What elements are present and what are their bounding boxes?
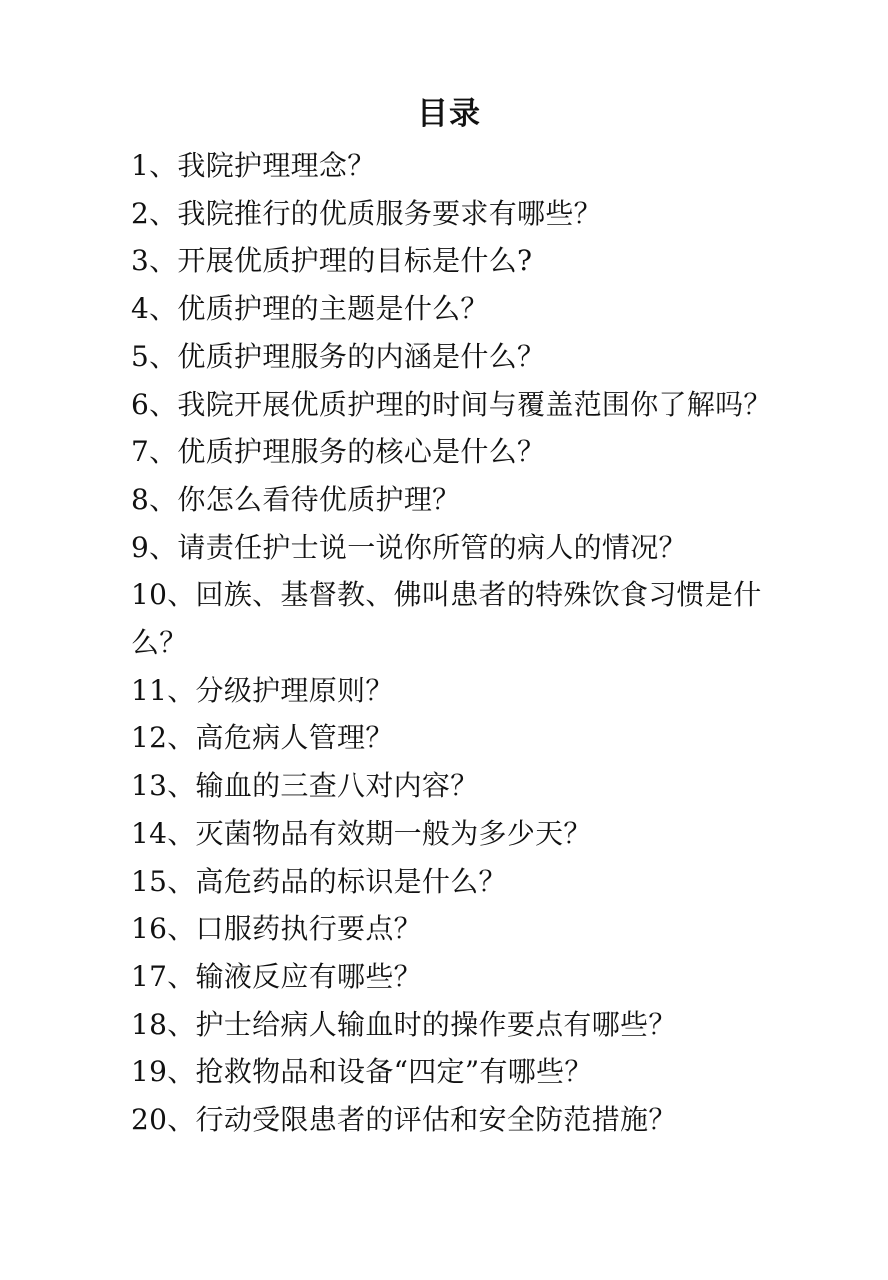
toc-item: 11、分级护理原则？ bbox=[131, 673, 394, 707]
table-of-contents bbox=[131, 142, 786, 1144]
toc-item: 5、优质护理服务的内涵是什么？ bbox=[131, 339, 546, 373]
toc-item: 20、行动受限患者的评估和安全防范措施？ bbox=[131, 1103, 677, 1137]
toc-item: 15、高危药品的标识是什么？ bbox=[131, 864, 507, 898]
toc-item: 18、护士给病人输血时的操作要点有哪些？ bbox=[131, 1007, 677, 1041]
toc-item: 4、优质护理的主题是什么？ bbox=[131, 292, 489, 326]
toc-item: 2、我院推行的优质服务要求有哪些？ bbox=[131, 196, 602, 230]
toc-item: 6、我院开展优质护理的时间与覆盖范围你了解吗？ bbox=[131, 387, 772, 421]
toc-item: 3、开展优质护理的目标是什么? bbox=[131, 244, 533, 278]
toc-item: 14、灭菌物品有效期一般为多少天？ bbox=[131, 816, 592, 850]
toc-item: 12、高危病人管理？ bbox=[131, 721, 394, 755]
toc-item: 16、口服药执行要点？ bbox=[131, 912, 422, 946]
toc-item: 1、我院护理理念？ bbox=[131, 149, 376, 182]
toc-item: 19、抢救物品和设备“四定”有哪些？ bbox=[131, 1055, 593, 1089]
toc-item: 13、输血的三查八对内容？ bbox=[131, 769, 479, 803]
toc-item: 17、输液反应有哪些？ bbox=[131, 959, 422, 993]
toc-item: 9、请责任护士说一说你所管的病人的情况？ bbox=[131, 530, 687, 564]
toc-item: 10、回族、基督教、佛叫患者的特殊饮食习惯是什么？ bbox=[131, 578, 762, 660]
page-title: 目录 bbox=[417, 96, 481, 132]
toc-item: 7、优质护理服务的核心是什么？ bbox=[131, 435, 546, 469]
toc-item: 8、你怎么看待优质护理？ bbox=[131, 482, 461, 516]
